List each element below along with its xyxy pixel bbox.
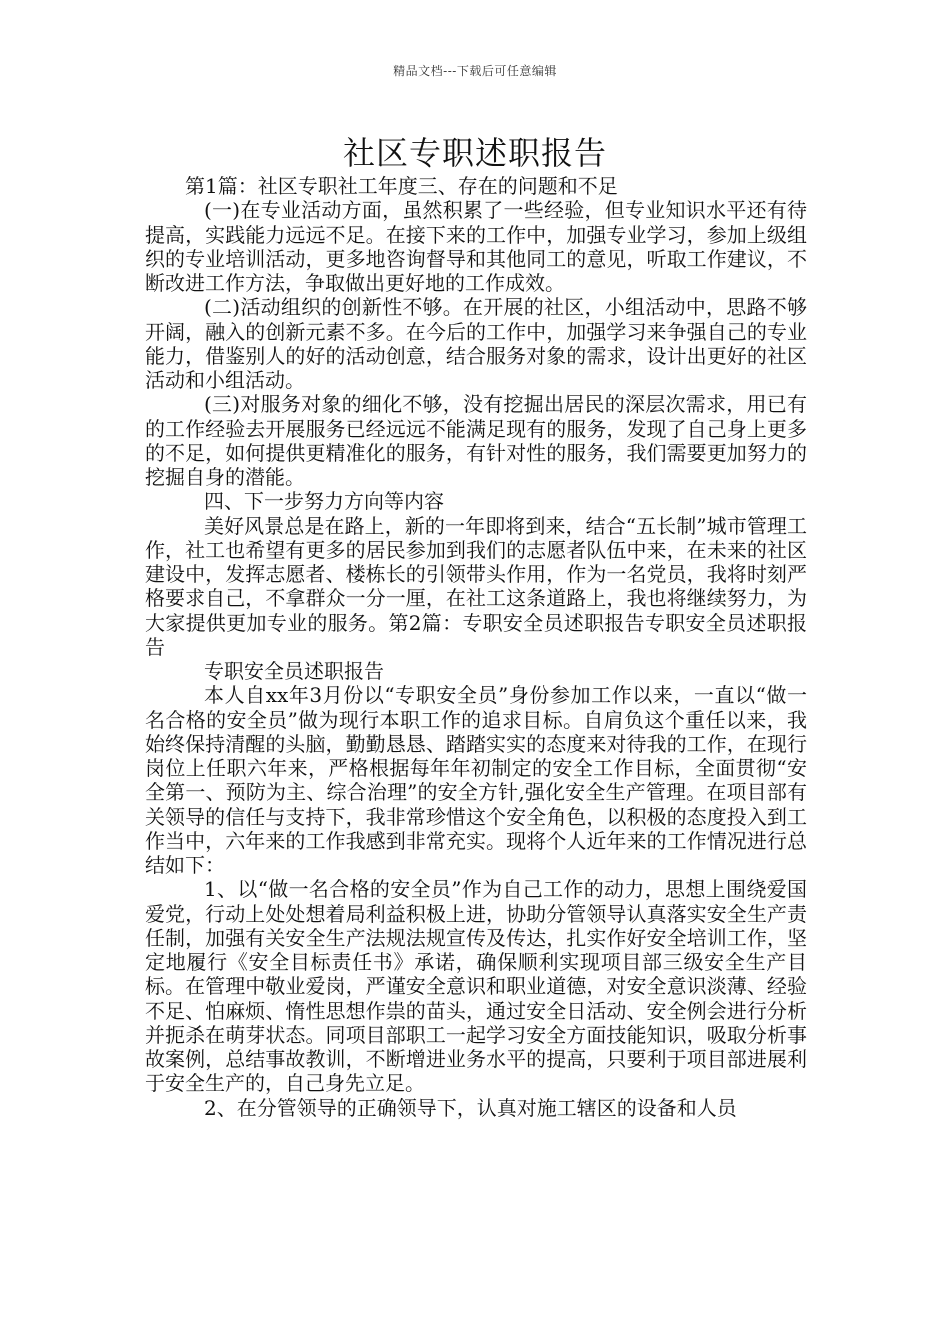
body-paragraph: 本人自xx年3月份以“专职安全员”身份参加工作以来，一直以“做一名合格的安全员”做为现行本职工作的追求目标。自肩负这个重任以来，我始终保持清醒的头脑，勤勤恳恳、踏踏实实的态度来对待我的工作，在现行岗位上任职六年来，严格根据每年年初制定的安全工作目标，全面贯彻“安全第一、预防为主、综合治理”的安全方针,强化安全生产管理。在项目部有关领导的信任与支持下，我非常珍惜这个安全角色，以积极的态度投入到工作当中，六年来的工作我感到非常充实。现将个人近年来的工作情况进行总结如下： [145,683,807,877]
section-heading: 专职安全员述职报告 [204,659,384,683]
header-note: 精品文档---下载后可任意编辑 [393,64,557,78]
body-paragraph: (三)对服务对象的细化不够，没有挖掘出居民的深层次需求，用已有的工作经验去开展服务已经远远不能满足现有的服务，发现了自己身上更多的不足，如何提供更精准化的服务，有针对性的服务，我们需要更加努力的挖掘自身的潜能。 [145,392,807,489]
body-paragraph: 1、以“做一名合格的安全员”作为自己工作的动力，思想上围绕爱国爱党，行动上处处想着局利益积极上进，协助分管领导认真落实安全生产责任制，加强有关安全生产法规法规宣传及传达，扎实作好安全培训工作，坚定地履行《安全目标责任书》承诺，确保顺利实现项目部三级安全生产目标。在管理中敬业爱岗，严谨安全意识和职业道德，对安全意识淡薄、经验不足、怕麻烦、惰性思想作祟的苗头，通过安全日活动、安全例会进行分析并扼杀在萌芽状态。同项目部职工一起学习安全方面技能知识，吸取分析事故案例，总结事故教训，不断增进业务水平的提高，只要利于项目部进展利于安全生产的，自己身先立足。 [145,877,807,1096]
document-body [145,174,807,1120]
document-title: 社区专职述职报告 [342,134,607,172]
body-paragraph: 美好风景总是在路上，新的一年即将到来，结合“五长制”城市管理工作，社工也希望有更多的居民参加到我们的志愿者队伍中来，在未来的社区建设中，发挥志愿者、楼栋长的引领带头作用，作为一名党员，我将时刻严格要求自己，不拿群众一分一厘，在社工这条道路上，我也将继续努力，为大家提供更加专业的服务。第2篇：专职安全员述职报告专职安全员述职报告 [145,513,807,659]
body-paragraph: 第1篇：社区专职社工年度三、存在的问题和不足 [185,174,618,198]
body-paragraph: 2、在分管领导的正确领导下，认真对施工辖区的设备和人员 [204,1095,737,1120]
body-paragraph: (一)在专业活动方面，虽然积累了一些经验，但专业知识水平还有待提高，实践能力远远不足。在接下来的工作中，加强专业学习，参加上级组织的专业培训活动，更多地咨询督导和其他同工的意见，听取工作建议，不断改进工作方法，争取做出更好地的工作成效。 [145,198,807,295]
section-heading: 四、下一步努力方向等内容 [204,489,444,514]
body-paragraph: (二)活动组织的创新性不够。在开展的社区，小组活动中，思路不够开阔，融入的创新元素不多。在今后的工作中，加强学习来争强自己的专业能力，借鉴别人的好的活动创意，结合服务对象的需求，设计出更好的社区活动和小组活动。 [145,295,807,392]
